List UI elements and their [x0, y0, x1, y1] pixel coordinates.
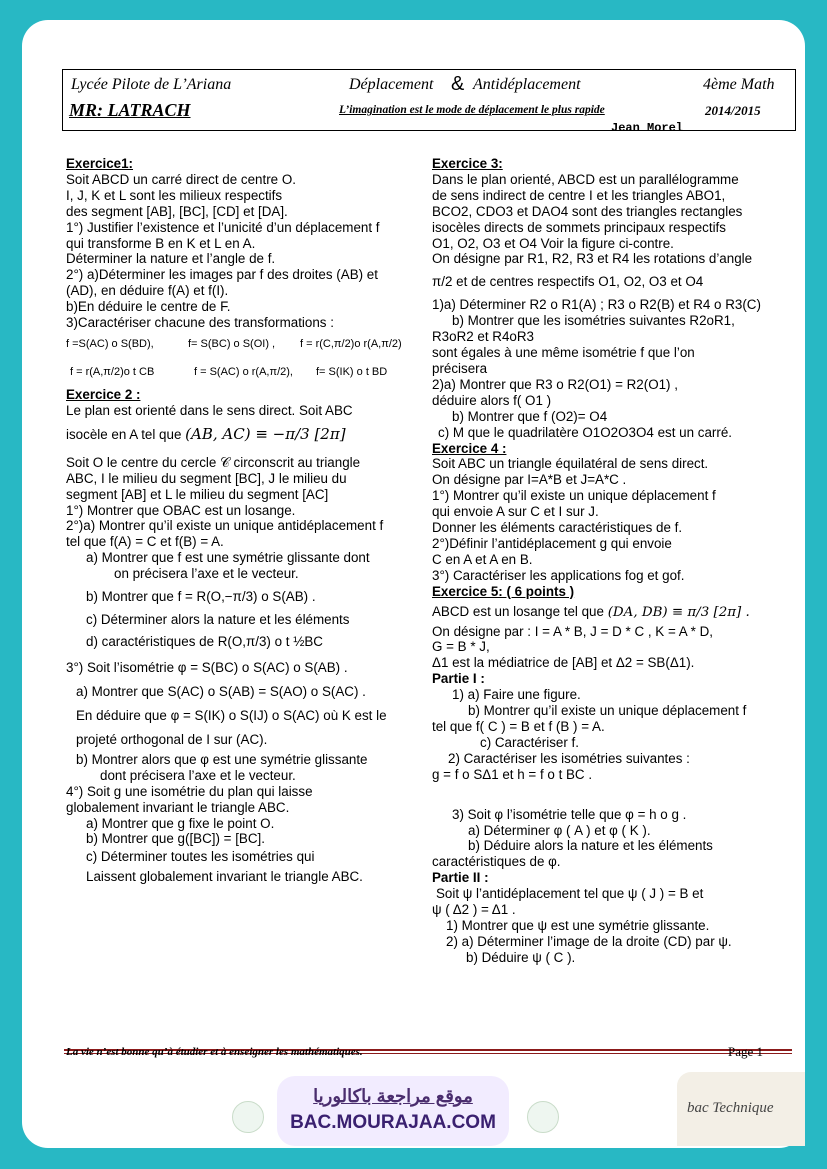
- text-line: Le plan est orienté dans le sens direct. Soit ABC: [66, 402, 353, 418]
- formula: f = S(AC) o r(A,π/2),: [194, 365, 293, 378]
- text-line: 1°) Montrer que OBAC est un losange.: [66, 502, 296, 518]
- text-line: de sens indirect de centre I et les triangles ABO1,: [432, 187, 726, 203]
- text-line: Soit ABC un triangle équilatéral de sens direct.: [432, 456, 709, 472]
- text-line: b)En déduire le centre de F.: [66, 299, 231, 315]
- text-line: O1, O2, O3 et O4 Voir la figure ci-contre.: [432, 235, 674, 251]
- text-line: G = B * J,: [432, 639, 490, 655]
- text-line: 2) a) Déterminer l’image de la droite (CD) par ψ.: [446, 933, 732, 949]
- text-line: 2°) a)Déterminer les images par f des droites (AB) et: [66, 267, 378, 283]
- text-line: 1) a) Faire une figure.: [452, 687, 581, 703]
- text-line: b) Déduire alors la nature et les éléments: [468, 838, 713, 854]
- text: ABCD est un losange tel que: [432, 603, 604, 619]
- formula: (AB, AC) ≡ −π/3 [2π]: [185, 424, 346, 443]
- text-line: On désigne par I=A*B et J=A*C .: [432, 472, 627, 488]
- banner-site: BAC.MOURAJAA.COM: [290, 1112, 496, 1133]
- text-line: [66, 628, 416, 656]
- text: En déduire que: [76, 707, 167, 723]
- text-line: globalement invariant le triangle ABC.: [66, 799, 290, 815]
- formula: f= S(BC) o S(OI) ,: [188, 337, 276, 350]
- text-line: b) Montrer que g([BC]) = [BC].: [86, 831, 265, 847]
- text-line: b) Montrer que f (O2)= O4: [452, 408, 608, 424]
- text-line: [66, 582, 416, 612]
- ampersand: &: [451, 73, 465, 95]
- level: 4ème Math: [703, 76, 775, 93]
- text-line: segment [AB] et L le milieu du segment [AC]: [66, 486, 329, 502]
- text-line: 4°) Soit g une isométrie du plan qui laisse: [66, 783, 313, 799]
- text-line: tel que f( C ) = B et f (B ) = A.: [432, 719, 605, 734]
- formula: (DA, DB) ≡ π/3 [2π] .: [607, 604, 750, 620]
- formula-row-2: [66, 365, 416, 387]
- page: [22, 20, 805, 1148]
- motto: L’imagination est le mode de déplacement le plus rapide: [339, 104, 605, 116]
- text-line: 3)Caractériser chacune des transformations :: [66, 315, 334, 331]
- formula: φ = S(IK) o S(IJ) o S(AC): [170, 707, 320, 723]
- formula: f = r(A,π/2)o t CB: [70, 365, 155, 378]
- text-line: BCO2, CDO3 et DAO4 sont des triangles rectangles: [432, 203, 743, 219]
- text-line: Soit ψ l’antidéplacement tel que ψ ( J ) = B et: [436, 886, 704, 902]
- text-line: g = f o SΔ1 et h = f o t BC .: [432, 766, 593, 782]
- text-line: [66, 656, 416, 680]
- page-number: Page 1: [728, 1044, 764, 1059]
- ex2-title: Exercice 2 :: [66, 386, 141, 402]
- text-line: projeté orthogonal de I sur (AC).: [76, 731, 268, 747]
- text: isocèle en A tel que: [66, 426, 182, 442]
- text-line: 2°)a) Montrer qu’il existe un unique antidéplacement f: [66, 518, 384, 534]
- text-line: 1°) Justifier l’existence et l’unicité d’un déplacement f: [66, 219, 380, 235]
- text-line: On désigne par : I = A * B, J = D * C , K = A * D,: [432, 623, 713, 639]
- text-line: tel que f(A) = C et f(B) = A.: [66, 534, 224, 550]
- text-line: Laissent globalement invariant le triangle ABC.: [86, 869, 363, 885]
- text-line: (AD), en déduire f(A) et f(I).: [66, 283, 229, 299]
- motto-author: Jean Morel: [611, 121, 684, 135]
- stamp-text: bac Technique: [687, 1100, 774, 1116]
- header-box: [62, 69, 796, 131]
- text-line: caractéristiques de φ.: [432, 854, 561, 870]
- ex1-title: Exercice1:: [66, 156, 134, 171]
- text-line: déduire alors f( O1 ): [432, 392, 552, 408]
- text-line: Dans le plan orienté, ABCD est un parallélogramme: [432, 171, 739, 187]
- ex3-title: Exercice 3:: [432, 156, 503, 171]
- text-line: b) Déduire ψ ( C ).: [466, 949, 576, 965]
- right-column: [432, 156, 772, 966]
- text: d) caractéristiques de: [86, 633, 215, 649]
- site-banner[interactable]: [277, 1076, 509, 1146]
- text-line: sont égales à une même isométrie f que l’on: [432, 345, 695, 361]
- text-line: [66, 680, 416, 704]
- text-line: 2) Caractériser les isométries suivantes :: [448, 750, 690, 766]
- text-line: Soit ABCD un carré direct de centre O.: [66, 171, 296, 187]
- text-line: des segment [AB], [BC], [CD] et [DA].: [66, 203, 288, 219]
- text-line: I, J, K et L sont les milieux respectifs: [66, 187, 283, 203]
- seal-icon: [527, 1101, 559, 1133]
- text-line: [66, 704, 416, 728]
- formula-row-1: [66, 337, 416, 359]
- text-line: b) Montrer que les isométries suivantes R2oR1,: [452, 313, 735, 329]
- text-line: b) Montrer qu’il existe un unique déplacement f: [468, 703, 747, 719]
- text-line: 1°) Montrer qu’il existe un unique déplacement f: [432, 488, 716, 504]
- teacher: MR: LATRACH: [69, 100, 191, 120]
- text-line: R3oR2 et R4oR3: [432, 329, 534, 345]
- text-line: on précisera l’axe et le vecteur.: [114, 566, 299, 582]
- part-title: Partie I :: [432, 671, 485, 687]
- text: 3°) Soit l’isométrie: [66, 659, 175, 675]
- text-line: c) Déterminer toutes les isométries qui: [86, 849, 315, 865]
- text-line: ABC, I le milieu du segment [BC], J le milieu du: [66, 470, 347, 486]
- text-line: [432, 600, 772, 624]
- ex4-title: Exercice 4 :: [432, 440, 507, 456]
- formula: f =S(AC) o S(BD),: [66, 337, 154, 350]
- text-line: a) Montrer que f est une symétrie glissante dont: [86, 550, 370, 566]
- title-right: Antidéplacement: [473, 76, 581, 93]
- text-line: isocèles directs de sommets principaux respectifs: [432, 219, 726, 235]
- text-line: précisera: [432, 360, 488, 376]
- formula: R(O,π/3) o t ½BC: [217, 633, 323, 649]
- text-line: Δ1 est la médiatrice de [AB] et Δ2 = SB(Δ1).: [432, 655, 695, 671]
- footer-quote: La vie n’est bonne qu’à étudier et à enseigner les mathématiques.: [66, 1046, 363, 1058]
- text: où K est le: [323, 707, 387, 723]
- text-line: Soit O le centre du cercle 𝒞 circonscrit au triangle: [66, 454, 361, 470]
- text-line: c) Caractériser f.: [480, 734, 579, 750]
- text-line: qui envoie A sur C et I sur J.: [432, 504, 599, 520]
- formula: S(AC) o S(AB) = S(AO) o S(AC) .: [167, 683, 366, 699]
- text: b) Montrer que: [86, 589, 174, 605]
- text-line: 1) Montrer que ψ est une symétrie glissante.: [446, 917, 710, 933]
- text-line: 2°)Définir l’antidéplacement g qui envoie: [432, 535, 672, 551]
- left-column: [66, 156, 416, 887]
- text-line: 1)a) Déterminer R2 o R1(A) ; R3 o R2(B) et R4 o R3(C): [432, 297, 761, 313]
- text-line: Donner les éléments caractéristiques de f.: [432, 520, 683, 536]
- text-line: b) Montrer alors que φ est une symétrie glissante: [76, 751, 368, 767]
- banner-arabic: موقع مراجعة باكالوريا: [313, 1086, 473, 1106]
- text-line: dont précisera l’axe et le vecteur.: [100, 767, 296, 783]
- formula: f= S(IK) o t BD: [316, 365, 388, 378]
- text-line: c) Déterminer alors la nature et les éléments: [86, 612, 350, 628]
- text-line: c) M que le quadrilatère O1O2O3O4 est un carré.: [438, 424, 732, 440]
- title-left: Déplacement: [349, 76, 434, 93]
- school-name: Lycée Pilote de L’Ariana: [71, 76, 232, 93]
- text: a) Montrer que: [76, 683, 164, 699]
- text-line: qui transforme B en K et L en A.: [66, 235, 256, 251]
- text-line: ψ ( Δ2 ) = Δ1 .: [432, 902, 516, 918]
- year: 2014/2015: [705, 103, 761, 118]
- text-line: On désigne par R1, R2, R3 et R4 les rotations d’angle: [432, 251, 753, 267]
- bac-technique-stamp: [677, 1072, 805, 1146]
- text-line: C en A et A en B.: [432, 551, 533, 567]
- text-line: a) Montrer que g fixe le point O.: [86, 815, 275, 831]
- text-line: [66, 419, 416, 449]
- text-line: Déterminer la nature et l’angle de f.: [66, 251, 276, 267]
- ex5-title: Exercice 5: ( 6 points ): [432, 583, 575, 599]
- text-line: 3°) Caractériser les applications fog et gof.: [432, 567, 685, 583]
- formula: f = r(C,π/2)o r(A,π/2): [300, 337, 402, 350]
- text-line: 3) Soit φ l’isométrie telle que φ = h o g .: [452, 806, 687, 822]
- text-line: π/2 et de centres respectifs O1, O2, O3 et O4: [432, 274, 704, 290]
- formula: φ = S(BC) o S(AC) o S(AB) .: [177, 659, 348, 675]
- seal-icon: [232, 1101, 264, 1133]
- formula: f = R(O,−π/3) o S(AB) .: [177, 589, 316, 605]
- part-title: Partie II :: [432, 870, 489, 886]
- text-line: 2)a) Montrer que R3 o R2(O1) = R2(O1) ,: [432, 376, 678, 392]
- text-line: a) Déterminer φ ( A ) et φ ( K ).: [468, 822, 651, 838]
